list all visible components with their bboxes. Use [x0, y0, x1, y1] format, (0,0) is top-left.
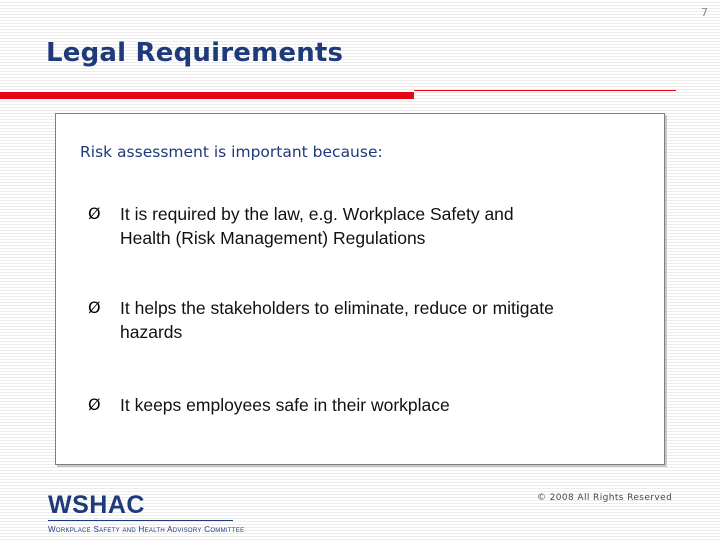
wshac-logo — [48, 492, 248, 534]
list-item — [88, 393, 558, 417]
bullet-text: It helps the stakeholders to eliminate, reduce or mitigate hazards — [120, 298, 554, 342]
logo-divider — [48, 520, 233, 521]
list-item — [88, 202, 558, 250]
intro-text: Risk assessment is important because: — [80, 143, 383, 161]
arrow-bullet-icon: Ø — [88, 298, 101, 317]
title-thin-rule — [414, 90, 676, 91]
page-number: 7 — [701, 6, 708, 19]
logo-subtitle: Workplace Safety and Health Advisory Committee — [48, 525, 245, 534]
copyright-notice: © 2008 All Rights Reserved — [537, 493, 673, 503]
slide-title: Legal Requirements — [46, 38, 344, 68]
arrow-bullet-icon: Ø — [88, 395, 101, 414]
bullet-text: It is required by the law, e.g. Workplace Safety and Health (Risk Management) Regulations — [120, 204, 514, 248]
title-accent-rule — [0, 92, 414, 99]
bullet-text: It keeps employees safe in their workplace — [120, 395, 450, 415]
logo-wordmark: WSHAC — [48, 491, 145, 519]
list-item — [88, 296, 558, 344]
arrow-bullet-icon: Ø — [88, 204, 101, 223]
content-box — [55, 113, 665, 465]
